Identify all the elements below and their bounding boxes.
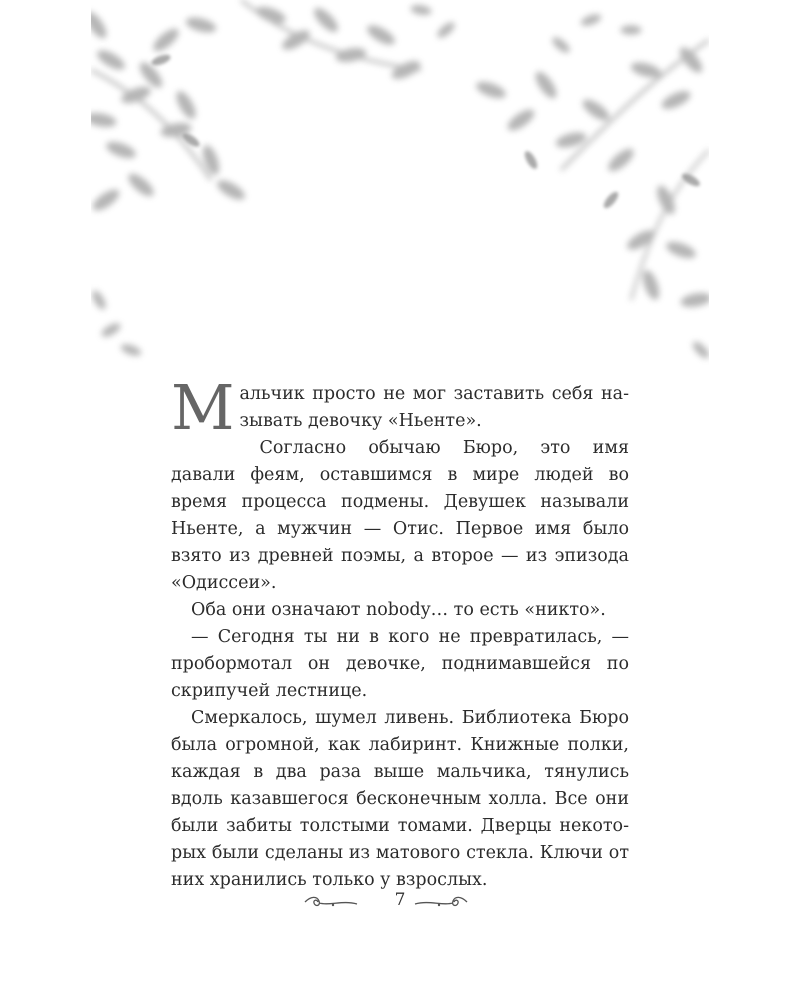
- body-text: [171, 371, 629, 894]
- paragraph: Смеркалось, шумел ливень. Библиотека Бюро была огромной, как лабиринт. Книжные полки, каждая в два раза выше мальчика, тянулись вдоль казавшегося бесконечным холла. Все они были забиты толстыми томами. Дверцы некоторых были сделаны из матового стекла. Ключи от них хранились только у взрослых.: [171, 708, 629, 890]
- leaf-shadow-illustration: [91, 0, 709, 370]
- page-footer: [91, 888, 709, 918]
- flourish-right-icon: [413, 894, 469, 910]
- paragraph: — Сегодня ты ни в кого не превратилась, — пробормотал он девочке, поднимавшейся по скрипучей лестнице.: [171, 627, 629, 701]
- page-number: 7: [394, 890, 406, 910]
- paragraph: Оба они означают nobody… то есть «никто».: [191, 600, 606, 620]
- book-page: [91, 0, 709, 1000]
- paragraph: Мальчик просто не мог заставить себя называть девочку «Ньенте».: [171, 371, 629, 444]
- drop-cap: М: [171, 371, 235, 444]
- paragraph: Согласно обычаю Бюро, это имя давали феям, оставшимся в мире людей во время процесса подмены. Девушек называли Ньенте, а мужчин — Отис. Первое имя было взято из древней поэмы, а второе — из эпизода «Одиссеи».: [171, 438, 629, 593]
